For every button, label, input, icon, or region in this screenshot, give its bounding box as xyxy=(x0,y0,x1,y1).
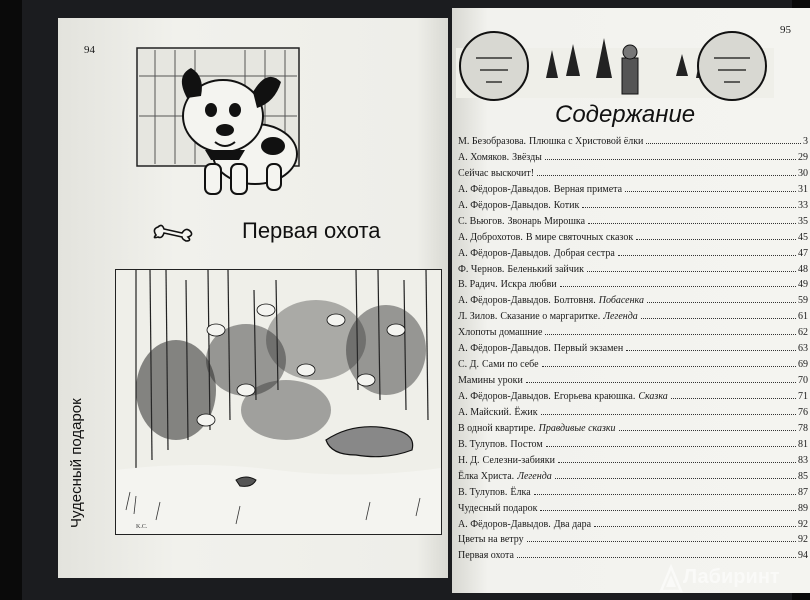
forest-cat-illustration xyxy=(115,269,442,535)
table-of-contents xyxy=(458,136,808,566)
toc-work-title: Звонарь Мирошка xyxy=(507,215,586,227)
toc-work-title: Сами по себе xyxy=(482,359,539,371)
toc-page-number: 76 xyxy=(798,406,808,418)
page-number-left: 94 xyxy=(84,44,95,56)
toc-page-number: 92 xyxy=(798,518,808,530)
toc-page-number: 63 xyxy=(798,343,808,355)
toc-leader-dots xyxy=(594,526,796,527)
toc-page-number: 78 xyxy=(798,422,808,434)
toc-author: А. Фёдоров-Давыдов. xyxy=(458,183,551,195)
toc-leader-dots xyxy=(582,207,796,208)
toc-entry xyxy=(458,487,808,503)
toc-work-title: Постом xyxy=(510,438,543,450)
toc-work-title: Плюшка с Христовой ёлки xyxy=(529,136,644,147)
toc-entry xyxy=(458,184,808,200)
toc-work-title: Ёлка Христа. xyxy=(458,470,515,482)
toc-entry xyxy=(458,455,808,471)
toc-work-title: Цветы на ветру xyxy=(458,534,524,546)
toc-entry xyxy=(458,359,808,375)
toc-leader-dots xyxy=(546,446,796,447)
toc-entry xyxy=(458,200,808,216)
toc-entry xyxy=(458,168,808,184)
toc-entry xyxy=(458,439,808,455)
bone-icon xyxy=(150,219,196,245)
toc-author: А. Фёдоров-Давыдов. xyxy=(458,247,551,259)
toc-entry xyxy=(458,216,808,232)
page-number-right: 95 xyxy=(780,24,791,36)
toc-entry xyxy=(458,136,808,152)
toc-work-title: Беленький зайчик xyxy=(507,263,584,275)
toc-author: А. Фёдоров-Давыдов. xyxy=(458,391,551,402)
toc-leader-dots xyxy=(619,430,796,431)
labyrinth-logo-icon xyxy=(660,565,682,593)
toc-author: Л. Зилов. xyxy=(458,311,498,323)
toc-work-title: Сейчас выскочит! xyxy=(458,167,535,179)
toc-page-number: 47 xyxy=(798,247,808,259)
toc-author: В. Тулупов. xyxy=(458,438,508,450)
toc-leader-dots xyxy=(647,302,796,303)
story-title: Первая охота xyxy=(242,218,381,243)
toc-page-number: 3 xyxy=(803,136,808,147)
toc-page-number: 48 xyxy=(798,263,808,275)
toc-page-number: 70 xyxy=(798,375,808,387)
toc-work-title: В одной квартире. xyxy=(458,422,536,434)
toc-page-number: 31 xyxy=(798,183,808,195)
toc-leader-dots xyxy=(587,271,796,272)
toc-page-number: 35 xyxy=(798,215,808,227)
toc-leader-dots xyxy=(626,350,796,351)
toc-leader-dots xyxy=(534,494,796,495)
toc-entry xyxy=(458,152,808,168)
toc-author: В. Радич. xyxy=(458,279,498,291)
toc-work-title: Два дара xyxy=(553,518,592,530)
left-page xyxy=(58,18,448,578)
toc-entry xyxy=(458,534,808,550)
toc-page-number: 83 xyxy=(798,454,808,466)
toc-leader-dots xyxy=(558,462,796,463)
toc-subtitle: Правдивые сказки xyxy=(538,422,616,434)
toc-author: А. Фёдоров-Давыдов. xyxy=(458,343,551,355)
toc-work-title: Егорьева краюшка. xyxy=(553,391,636,402)
toc-work-title: Первая охота xyxy=(458,550,514,562)
toc-author: А. Доброхотов. xyxy=(458,231,523,243)
toc-work-title: Хлопоты домашние xyxy=(458,327,543,339)
toc-author: А. Хомяков. xyxy=(458,151,510,163)
toc-work-title: Добрая сестра xyxy=(553,247,615,259)
toc-page-number: 59 xyxy=(798,295,808,307)
toc-leader-dots xyxy=(542,366,796,367)
toc-leader-dots xyxy=(588,223,796,224)
toc-entry xyxy=(458,423,808,439)
toc-author: Ф. Чернов. xyxy=(458,263,505,275)
header-winter-illustration xyxy=(456,18,774,112)
toc-leader-dots xyxy=(526,382,796,383)
toc-page-number: 92 xyxy=(798,534,808,546)
toc-work-title: Мамины уроки xyxy=(458,375,523,387)
toc-page-number: 33 xyxy=(798,199,808,211)
toc-subtitle: Легенда xyxy=(603,311,638,323)
toc-leader-dots xyxy=(537,175,796,176)
toc-entry xyxy=(458,327,808,343)
toc-leader-dots xyxy=(671,398,796,399)
toc-work-title: Звёзды xyxy=(512,151,542,163)
toc-entry xyxy=(458,407,808,423)
puppy-illustration xyxy=(135,46,301,198)
toc-page-number: 69 xyxy=(798,359,808,371)
toc-author: М. Безобразова. xyxy=(458,136,527,147)
toc-page-number: 29 xyxy=(798,151,808,163)
toc-leader-dots xyxy=(540,510,796,511)
toc-author: С. Д. xyxy=(458,359,479,371)
toc-leader-dots xyxy=(625,191,796,192)
toc-work-title: Верная примета xyxy=(553,183,623,195)
toc-subtitle: Сказка xyxy=(638,391,668,402)
toc-page-number: 62 xyxy=(798,327,808,339)
toc-entry xyxy=(458,550,808,566)
toc-subtitle: Легенда xyxy=(517,470,552,482)
toc-author: А. Фёдоров-Давыдов. xyxy=(458,518,551,530)
toc-work-title: Ёлка xyxy=(510,486,531,498)
open-book xyxy=(22,0,808,600)
toc-leader-dots xyxy=(545,159,796,160)
toc-page-number: 49 xyxy=(798,279,808,291)
toc-work-title: Болтовня. xyxy=(553,295,596,307)
toc-entry xyxy=(458,295,808,311)
toc-subtitle: Побасенка xyxy=(598,295,644,307)
toc-entry xyxy=(458,311,808,327)
toc-page-number: 89 xyxy=(798,502,808,514)
toc-work-title: Искра любви xyxy=(500,279,557,291)
toc-author: А. Майский. xyxy=(458,406,512,418)
toc-leader-dots xyxy=(541,414,796,415)
toc-work-title: Котик xyxy=(553,199,580,211)
toc-page-number: 30 xyxy=(798,167,808,179)
toc-entry xyxy=(458,279,808,295)
toc-work-title: Первый экзамен xyxy=(553,343,624,355)
toc-leader-dots xyxy=(646,143,801,144)
toc-page-number: 87 xyxy=(798,486,808,498)
toc-page-number: 71 xyxy=(798,391,808,402)
toc-entry xyxy=(458,503,808,519)
toc-work-title: Чудесный подарок xyxy=(458,502,538,514)
toc-page-number: 81 xyxy=(798,438,808,450)
toc-leader-dots xyxy=(545,334,796,335)
toc-entry xyxy=(458,391,808,407)
toc-page-number: 85 xyxy=(798,470,808,482)
toc-leader-dots xyxy=(527,541,796,542)
toc-leader-dots xyxy=(517,557,796,558)
toc-leader-dots xyxy=(636,239,796,240)
toc-work-title: Сказание о маргаритке. xyxy=(500,311,601,323)
toc-author: А. Фёдоров-Давыдов. xyxy=(458,295,551,307)
toc-entry xyxy=(458,232,808,248)
toc-author: Н. Д. xyxy=(458,454,480,466)
toc-leader-dots xyxy=(555,478,796,479)
toc-work-title: Ёжик xyxy=(514,406,538,418)
toc-entry xyxy=(458,519,808,535)
forest-drawing xyxy=(116,270,441,534)
toc-title: Содержание xyxy=(555,101,696,128)
toc-author: В. Тулупов. xyxy=(458,486,508,498)
toc-page-number: 45 xyxy=(798,231,808,243)
toc-entry xyxy=(458,248,808,264)
svg-text:K.C.: K.C. xyxy=(136,524,148,530)
watermark-text: Лабиринт xyxy=(683,566,780,588)
toc-entry xyxy=(458,343,808,359)
running-title-vertical: Чудесный подарок xyxy=(68,398,85,528)
toc-work-title: В мире святочных сказок xyxy=(525,231,634,243)
toc-author: А. Фёдоров-Давыдов. xyxy=(458,199,551,211)
toc-work-title: Селезни-забияки xyxy=(482,454,555,466)
toc-author: С. Вьюгов. xyxy=(458,215,505,227)
toc-page-number: 94 xyxy=(798,550,808,562)
puppy-drawing xyxy=(135,46,301,198)
toc-page-number: 61 xyxy=(798,311,808,323)
toc-leader-dots xyxy=(618,255,796,256)
toc-leader-dots xyxy=(560,286,796,287)
toc-entry xyxy=(458,471,808,487)
toc-entry xyxy=(458,264,808,280)
toc-entry xyxy=(458,375,808,391)
right-page xyxy=(452,8,810,593)
toc-leader-dots xyxy=(641,318,796,319)
